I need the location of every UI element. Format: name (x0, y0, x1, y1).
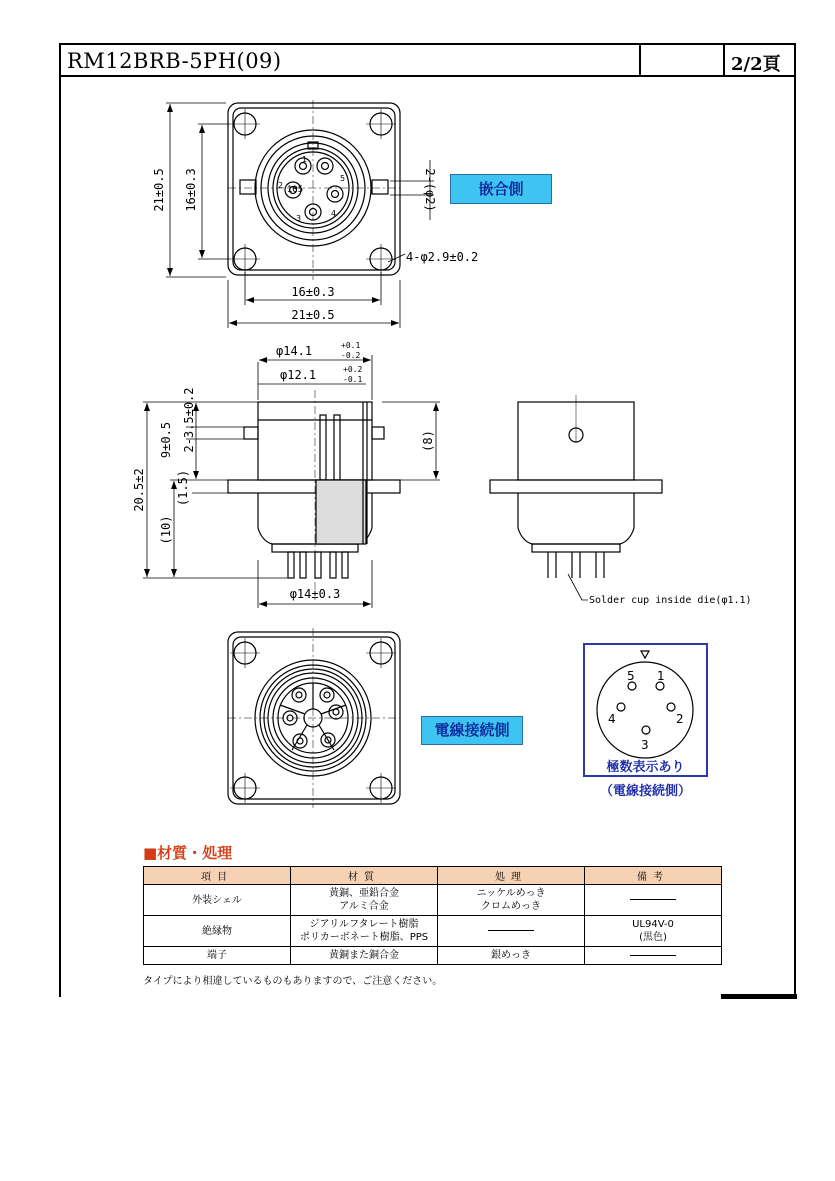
cell-note (585, 885, 722, 916)
pin-number: 4 (608, 712, 616, 726)
side-view-section (228, 390, 400, 600)
front-pin-label: 1 (302, 155, 308, 164)
wire-side-label: 電線接続側 (421, 716, 523, 745)
pin-number: 3 (641, 738, 649, 752)
cell-material: 黄銅また銅合金 (291, 947, 438, 965)
cell-line: UL94V-0 (632, 919, 674, 930)
dim-dia-inner-tol-up: +0.2 (343, 365, 363, 374)
col-header: 処理 (438, 867, 585, 885)
cell-line: 黄銅、亜鉛合金 (329, 888, 399, 899)
dim-len-235: 2-3.5±0.2 (182, 387, 196, 453)
mating-side-label: 嵌合側 (450, 174, 552, 204)
cell-note (585, 947, 722, 965)
dim-len-8: (8) (421, 430, 435, 452)
cell-line: ニッケルめっき (476, 888, 546, 899)
cell-treatment (438, 885, 585, 916)
pin-number: 2 (676, 712, 684, 726)
dim-len-total: 20.5±2 (132, 468, 146, 512)
rear-view-wire-side (228, 628, 400, 808)
polarity-note-side: （電線接続側） (599, 784, 691, 799)
dim-dia-outer-tol-dn: -0.2 (341, 351, 361, 360)
solder-cup-note: Solder cup inside die(φ1.1) (589, 595, 752, 606)
center-mark: 105 (286, 185, 304, 195)
table-header-row (144, 867, 722, 885)
polarity-note: 極数表示あり (606, 760, 685, 775)
front-view-mating (228, 100, 400, 280)
cell-material (291, 885, 438, 916)
front-pin-label: 2 (278, 181, 284, 190)
dim-dia-outer-tol-up: +0.1 (341, 341, 361, 350)
dim-key: 2-(φ2) (423, 168, 437, 212)
table-row (144, 947, 722, 965)
pin-number: 5 (627, 669, 635, 683)
cell-line: ポリカーボネート樹脂、PPS (299, 932, 429, 943)
dim-len-10: (10) (159, 515, 173, 545)
col-header: 項目 (144, 867, 291, 885)
dim-hole: 4-φ2.9±0.2 (406, 250, 479, 264)
cell-note (585, 916, 722, 947)
dim-dia-inner-tol-dn: -0.1 (343, 375, 363, 384)
cell-line: ジアリルフタレート樹脂 (309, 919, 419, 930)
dim-base-width: φ14±0.3 (289, 587, 341, 601)
cell-line: クロムめっき (481, 901, 541, 912)
pin-number: 1 (657, 669, 665, 683)
cell-material (291, 916, 438, 947)
dim-height-inner: 16±0.3 (184, 168, 198, 212)
cell-item: 外装シェル (144, 885, 291, 916)
dim-height-outer: 21±0.5 (152, 168, 166, 212)
cell-line: (黒色) (639, 932, 667, 943)
page-number: 2/2頁 (731, 54, 781, 75)
table-row (144, 916, 722, 947)
dim-dia-inner: φ12.1 (280, 368, 317, 382)
materials-table (143, 866, 722, 965)
cell-item: 絶縁物 (144, 916, 291, 947)
side-view-external (490, 395, 662, 600)
dash-mark (630, 899, 676, 900)
table-row (144, 885, 722, 916)
front-pin-label: 5 (340, 174, 346, 183)
front-pin-label: 3 (296, 214, 302, 223)
dim-width-outer: 21±0.5 (291, 308, 335, 322)
cell-treatment (438, 916, 585, 947)
front-pin-label: 4 (331, 209, 337, 218)
materials-section-title: ■材質・処理 (143, 844, 233, 862)
cell-line: アルミ合金 (339, 901, 389, 912)
dim-width-inner: 16±0.3 (291, 285, 335, 299)
col-header: 材質 (291, 867, 438, 885)
cell-item: 端子 (144, 947, 291, 965)
footnote: タイプにより相違しているものもありますので、ご注意ください。 (143, 976, 443, 987)
dash-mark (630, 955, 676, 956)
document-title: RM12BRB-5PH(09) (67, 49, 282, 73)
dash-mark (488, 930, 534, 931)
dim-len-9: 9±0.5 (159, 421, 173, 459)
col-header: 備考 (585, 867, 722, 885)
dim-dia-outer: φ14.1 (276, 344, 313, 358)
dim-len-15: (1.5) (176, 469, 190, 507)
cell-treatment: 銀めっき (438, 947, 585, 965)
